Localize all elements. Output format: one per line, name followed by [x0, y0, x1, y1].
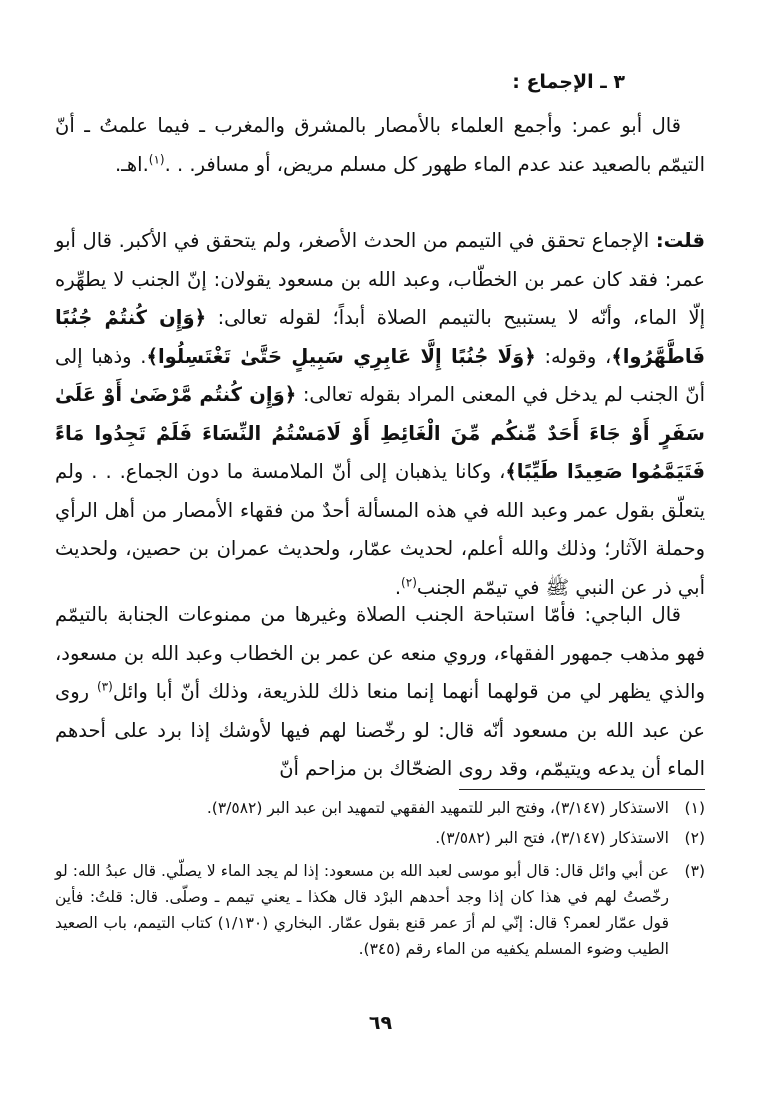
footnote-item [55, 795, 705, 821]
paragraph-author-comment [55, 222, 705, 607]
paragraph-ijma-quote [55, 107, 705, 184]
footnote-divider [459, 789, 705, 790]
paragraph-text: ، وقوله: [544, 344, 612, 368]
quran-verse: ﴿وَإِن كُنتُم مَّرْضَىٰ أَوْ عَلَىٰ سَفَرٍ أَوْ جَاءَ أَحَدٌ مِّنكُم مِّنَ الْغَائِطِ أَوْ لَامَسْتُمُ النِّسَاءَ فَلَمْ تَجِدُوا مَاءً فَتَيَمَّمُوا صَعِيدًا طَيِّبًا﴾ [55, 383, 705, 483]
footnote-item [55, 825, 705, 851]
footnote-ref: (١) [148, 152, 165, 166]
paragraph-text: قال أبو عمر: وأجمع العلماء بالأمصار بالمشرق والمغرب ـ فيما علمتُ ـ أنّ التيمّم بالصعيد عند عدم الماء طهور كل مسلم مريض، أو مسافر. . . [55, 114, 705, 176]
quran-verse: ﴿وَإِن كُنتُمْ جُنُبًا فَاطَّهَّرُوا﴾ [55, 306, 706, 368]
paragraph-end: . [394, 575, 402, 599]
footnote-text: عن أبي وائل قال: قال أبو موسى لعبد الله بن مسعود: إذا لم يجد الماء لا يصلّي. قال عبدُ الله: لو رخّصتُ لهم في هذا كان إذا وجد أحدهم البرْد قال هكذا ـ يعني تيمم ـ وصلّى. قال: قلتُ: فأين قول عمّار لعمر؟ قال: إنّي لم أرَ عمر قنع بقول عمّار. البخاري (١/١٣٠) كتاب التيمم، باب الصعيد الطيب وضوء المسلم يكفيه من الماء رقم (٣٤٥). [55, 862, 669, 958]
paragraph-text: . وذهبا إلى أنّ الجنب لم يدخل في المعنى المراد بقوله تعالى: [55, 344, 706, 406]
footnote-ref: (٣) [96, 679, 113, 694]
paragraph-end: .اهـ. [114, 152, 149, 176]
footnote-item [55, 858, 705, 962]
paragraph-text: الإجماع تحقق في التيمم من الحدث الأصغر، ولم يتحقق في الأكبر. قال أبو عمر: فقد كان عمر بن الخطّاب، وعبد الله بن مسعود يقولان: إنّ الجنب لا يطهِّره إلّا الماء، وأنّه لا يستبيح بالتيمم الصلاة أبداً؛ لقوله تعالى: [55, 229, 705, 329]
footnote-text: الاستذكار (٣/١٤٧)، وفتح البر للتمهيد الفقهي لتمهيد ابن عبد البر (٣/٥٨٢). [206, 799, 669, 817]
page-number: ٦٩ [368, 1012, 393, 1034]
section-heading: ٣ ـ الإجماع : [512, 71, 625, 93]
footnote-text: الاستذكار (٣/١٤٧)، فتح البر (٣/٥٨٢). [435, 829, 669, 847]
footnote-number: (٣) [684, 862, 705, 880]
paragraph-label: قلت: [655, 229, 706, 252]
quran-verse: ﴿وَلَا جُنُبًا إِلَّا عَابِرِي سَبِيلٍ حَتَّىٰ تَغْتَسِلُوا﴾ [146, 344, 536, 368]
paragraph-text: ، وكانا يذهبان إلى أنّ الملامسة ما دون الجماع. . . ولم يتعلّق بقول عمر وعبد الله في هذه المسألة أحدٌ من فقهاء الأمصار من أهل الرأي وحملة الآثار؛ وذلك والله أعلم، لحديث عمّار، ولحديث عمران بن حصين، ولحديث أبي ذر عن النبي ﷺ في تيمّم الجنب [55, 460, 705, 599]
footnote-number: (٢) [684, 829, 705, 847]
footnote-number: (١) [684, 799, 705, 817]
paragraph-text: روى عن عبد الله بن مسعود أنّه قال: لو رخّصنا لهم فيها لأوشك إذا برد على أحدهم الماء أن يدعه ويتيمّم، وقد روى الضحّاك بن مزاحم أنّ [55, 680, 705, 780]
paragraph-baji-quote [55, 596, 705, 789]
footnote-ref: (٢) [401, 575, 417, 589]
paragraph-text: قال الباجي: فأمّا استباحة الجنب الصلاة وغيرها من ممنوعات الجنابة بالتيمّم فهو مذهب جمهور الفقهاء، وروي منعه عن عمر بن الخطاب وعبد الله بن مسعود، والذي يظهر لي من قولهما أنهما إنما منعا ذلك للذريعة، وذلك أنّ أبا وائل [55, 603, 706, 703]
